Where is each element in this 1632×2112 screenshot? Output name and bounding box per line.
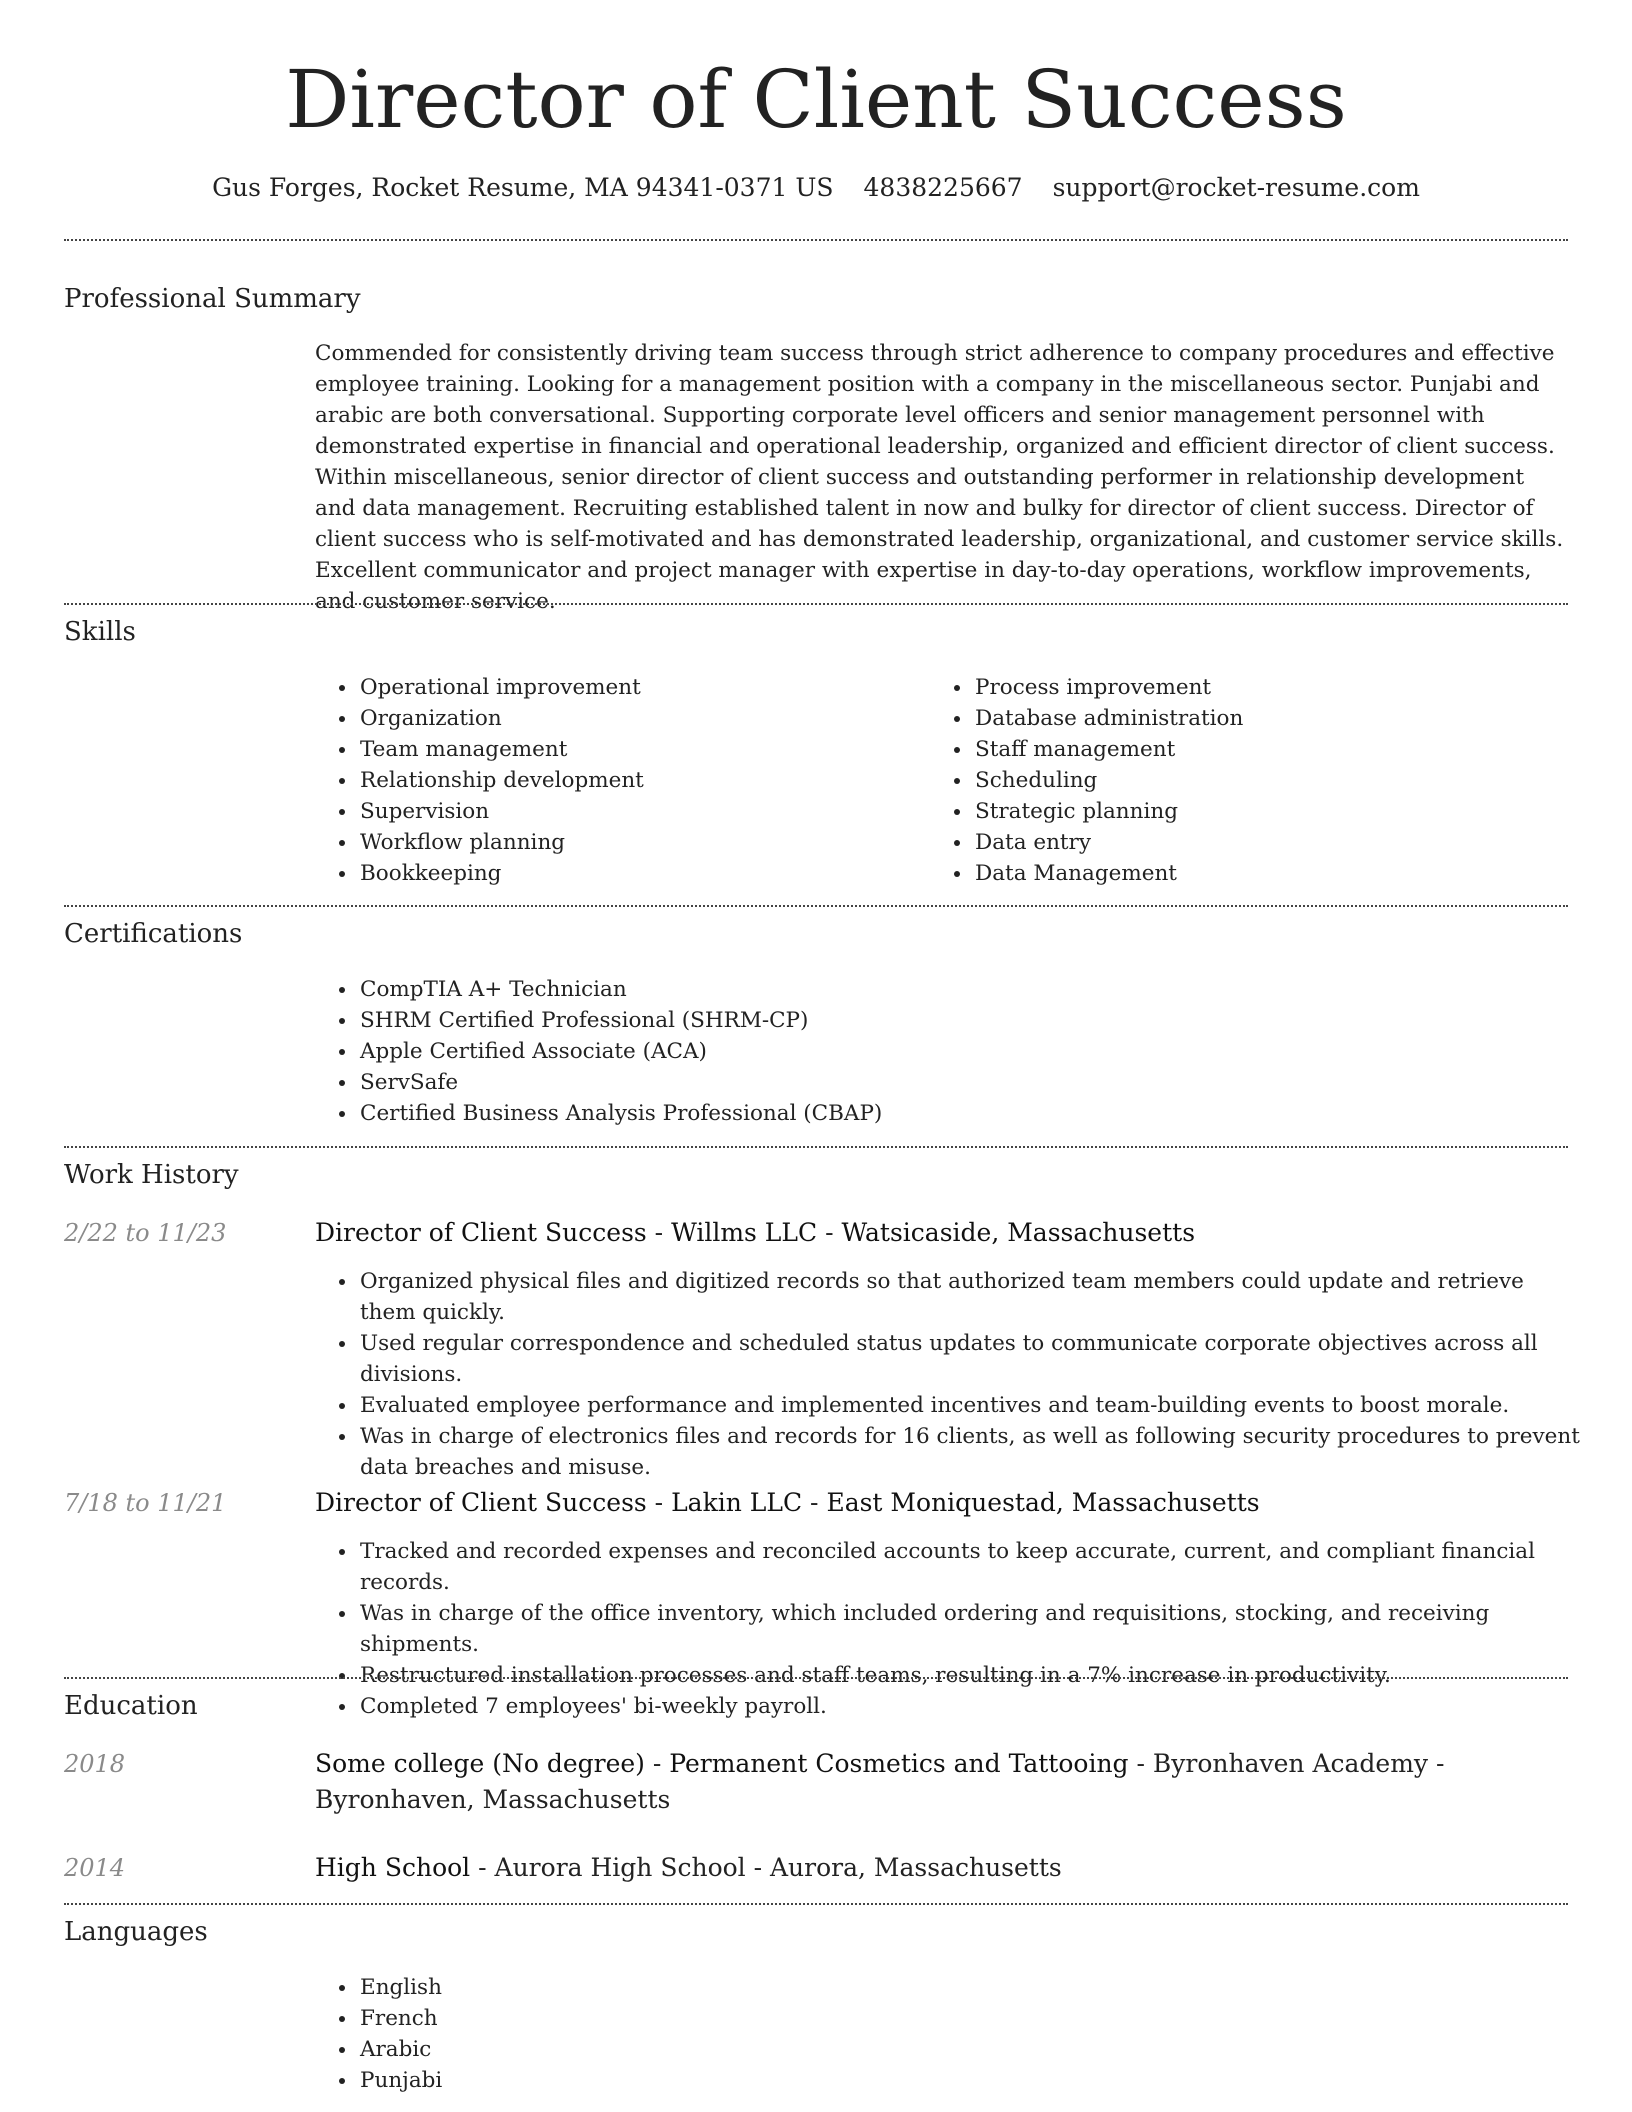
skills-list-right — [930, 672, 1573, 889]
skill-item: • Team management — [358, 734, 928, 765]
skill-item: • Strategic planning — [973, 796, 1573, 827]
job-bullet: • Organized physical files and digitized records so that authorized team members could update and retrieve them quickly. — [358, 1266, 1583, 1328]
skill-item: • Operational improvement — [358, 672, 928, 703]
education-degree: High School — [315, 1853, 471, 1882]
skills-heading: Skills — [64, 617, 136, 647]
section-divider — [64, 1677, 1568, 1679]
language-item: • Arabic — [358, 2034, 958, 2065]
contact-line — [0, 170, 1632, 206]
job-bullet: • Was in charge of the office inventory, which included ordering and requisitions, stocking, and receiving shipments. — [358, 1598, 1583, 1660]
job-bullet: • Tracked and recorded expenses and reconciled accounts to keep accurate, current, and compliant financial records. — [358, 1536, 1583, 1598]
education-entry: Some college (No degree) - Permanent Cosmetics and Tattooing - Byronhaven Academy - Byronhaven, Massachusetts — [315, 1749, 1445, 1814]
job-location: Watsicaside, Massachusetts — [841, 1218, 1196, 1247]
skill-item: • Process improvement — [973, 672, 1573, 703]
section-divider — [64, 239, 1568, 241]
certification-item: • Apple Certified Associate (ACA) — [358, 1036, 1558, 1067]
skills-list-left — [315, 672, 928, 889]
job-bullets — [315, 1536, 1583, 1722]
job-company: Willms LLC — [671, 1218, 818, 1247]
certifications-list — [315, 974, 1558, 1129]
job-location: East Moniquestad, Massachusetts — [826, 1488, 1260, 1517]
skill-item: • Organization — [358, 703, 928, 734]
section-divider — [64, 1146, 1568, 1148]
education-school: Aurora High School - Aurora, Massachusetts — [494, 1853, 1062, 1882]
education-degree: Some college (No degree) — [315, 1749, 645, 1778]
job-bullets — [315, 1266, 1583, 1483]
skill-item: • Database administration — [973, 703, 1573, 734]
education-heading: Education — [64, 1691, 198, 1721]
job-bullet: • Was in charge of electronics files and records for 16 clients, as well as following security procedures to prevent data breaches and misuse. — [358, 1421, 1583, 1483]
certification-item: • CompTIA A+ Technician — [358, 974, 1558, 1005]
job-dates: 2/22 to 11/23 — [64, 1219, 227, 1247]
skill-item: • Supervision — [358, 796, 928, 827]
languages-heading: Languages — [64, 1917, 208, 1947]
language-item: • Punjabi — [358, 2065, 958, 2096]
languages-list — [315, 1972, 958, 2096]
section-divider — [64, 905, 1568, 907]
skill-item: • Workflow planning — [358, 827, 928, 858]
education-entry: High School - Aurora High School - Aurora, Massachusetts — [315, 1853, 1062, 1882]
certification-item: • Certified Business Analysis Professional (CBAP) — [358, 1098, 1558, 1129]
skill-item: • Data entry — [973, 827, 1573, 858]
resume-title: Director of Client Success — [285, 53, 1347, 146]
contact-phone: 4838225667 — [863, 173, 1023, 202]
summary-text: Commended for consistently driving team success through strict adherence to company procedures and effective employee training. Looking for a management position with a company in the miscellaneous sector. Punjabi and arabic are both conversational. Supporting corporate level officers and senior management personnel with demonstrated expertise in financial and operational leadership, organized and efficient director of client success. Within miscellaneous, senior director of client success and outstanding performer in relationship development and data management. Recruiting established talent in now and bulky for director of client success. Director of client success who is self-motivated and has demonstrated leadership, organizational, and customer service skills. Excellent communicator and project manager with expertise in day-to-day operations, workflow improvements, and customer service. — [315, 341, 1564, 614]
certifications-heading: Certifications — [64, 919, 243, 949]
work-history-heading: Work History — [64, 1160, 239, 1190]
language-item: • English — [358, 1972, 958, 2003]
job-heading: Director of Client Success - Willms LLC - Watsicaside, Massachusetts — [315, 1218, 1196, 1247]
job-bullet: • Used regular correspondence and scheduled status updates to communicate corporate objectives across all divisions. — [358, 1328, 1583, 1390]
skill-item: • Staff management — [973, 734, 1573, 765]
skill-item: • Data Management — [973, 858, 1573, 889]
language-item: • French — [358, 2003, 958, 2034]
job-title: Director of Client Success — [315, 1218, 647, 1247]
job-title: Director of Client Success — [315, 1488, 647, 1517]
skill-item: • Relationship development — [358, 765, 928, 796]
education-year: 2014 — [64, 1854, 126, 1882]
job-bullet: • Restructured installation processes and staff teams, resulting in a 7% increase in productivity. — [358, 1660, 1583, 1691]
education-field: Permanent Cosmetics and Tattooing — [669, 1749, 1129, 1778]
education-year: 2018 — [64, 1750, 126, 1778]
section-divider — [64, 603, 1568, 605]
job-dates: 7/18 to 11/21 — [64, 1489, 227, 1517]
skill-item: • Scheduling — [973, 765, 1573, 796]
job-bullet: • Evaluated employee performance and implemented incentives and team-building events to boost morale. — [358, 1390, 1583, 1421]
certification-item: • ServSafe — [358, 1067, 1558, 1098]
job-heading: Director of Client Success - Lakin LLC - East Moniquestad, Massachusetts — [315, 1488, 1260, 1517]
contact-email: support@rocket-resume.com — [1052, 173, 1420, 202]
job-bullet: • Completed 7 employees' bi-weekly payroll. — [358, 1691, 1583, 1722]
contact-address: Gus Forges, Rocket Resume, MA 94341-0371 US — [212, 173, 834, 202]
certification-item: • SHRM Certified Professional (SHRM-CP) — [358, 1005, 1558, 1036]
skill-item: • Bookkeeping — [358, 858, 928, 889]
education-school: Byronhaven Academy - Byronhaven, Massachusetts — [315, 1749, 1445, 1814]
summary-heading: Professional Summary — [64, 284, 361, 314]
section-divider — [64, 1903, 1568, 1905]
job-company: Lakin LLC — [671, 1488, 803, 1517]
